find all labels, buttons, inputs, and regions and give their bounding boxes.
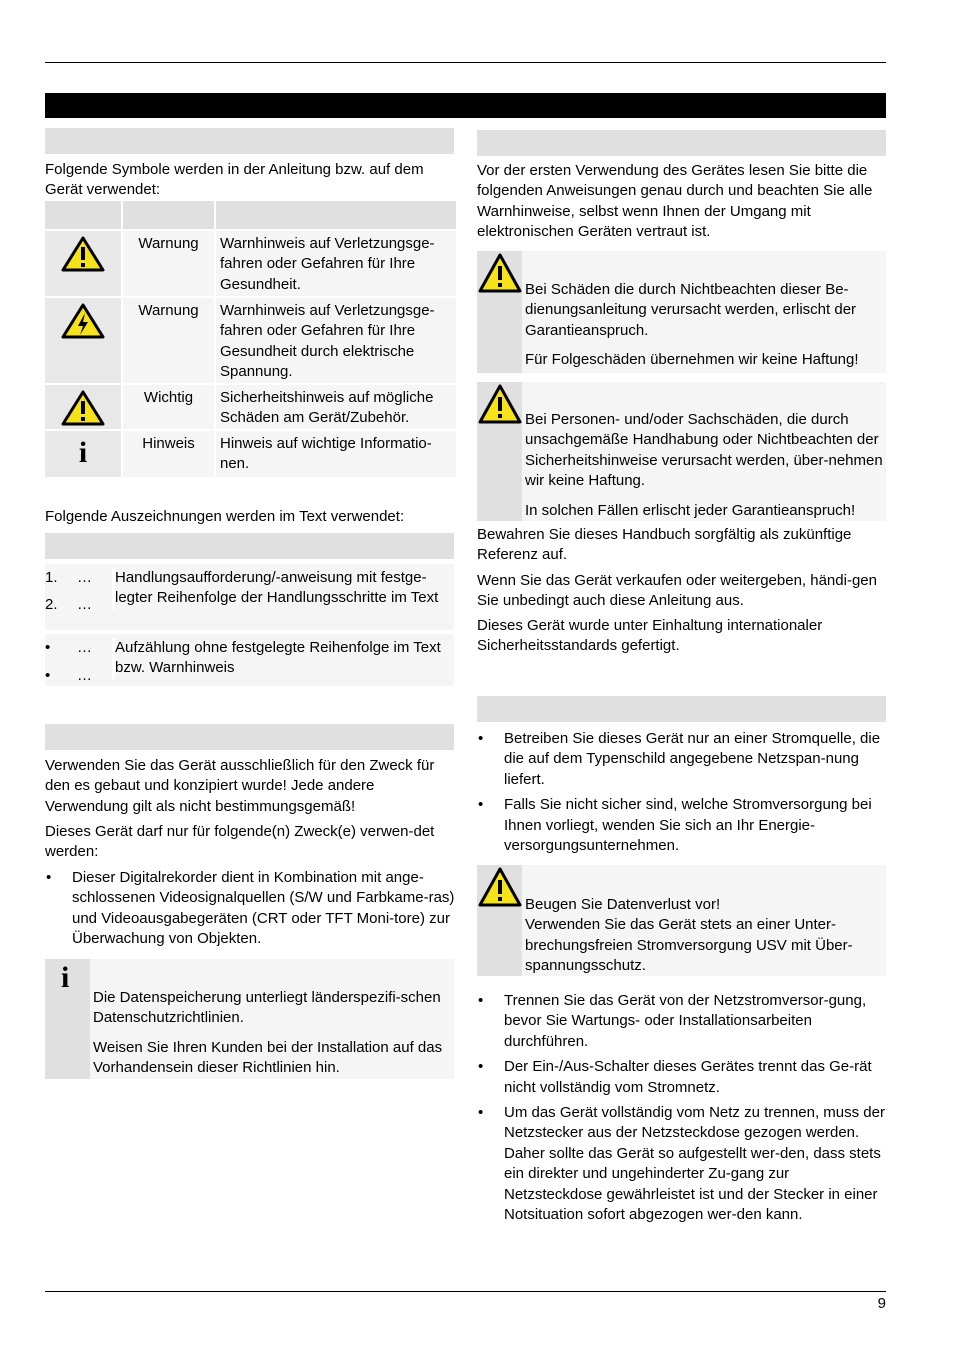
markup-row-bulleted [45, 634, 454, 686]
list-item: • Trennen Sie das Gerät von der Netzstromversor-gung, bevor Sie Wartungs- oder Installationsarbeiten durchführen. [477, 991, 887, 1052]
table-row [45, 431, 456, 477]
warning-text: Verwenden Sie das Gerät stets an einer Unter-brechungsfreien Stromversorgung USV mit Über-spannungsschutz. [525, 916, 853, 975]
info-notice-sidebar [45, 959, 90, 1079]
standards-text: Dieses Gerät wurde unter Einhaltung internationaler Sicherheitsstandards gefertigt. [477, 617, 823, 655]
list-item: • Betreiben Sie dieses Gerät nur an einer Stromquelle, die die auf dem Typenschild angegebene Netzspan-nung liefert. [477, 729, 887, 790]
section-bar-markup [45, 533, 454, 559]
marker: • [45, 667, 51, 684]
list-item: • Dieser Digitalrekorder dient in Kombination mit ange-schlossenen Videosignalquellen (S/W und Farbkame-ras) und Videoausgabegeräten (CRT oder TFT Moni-tore) zur Überwachung von Objekten. [45, 868, 455, 950]
markup-intro: Folgende Auszeichnungen werden im Text verwendet: [45, 508, 405, 525]
section-bar-symbols [45, 128, 454, 154]
warning-text-1: Bei Personen- und/oder Sachschäden, die durch unsachgemäße Handhabung oder Nichtbeachten der Sicherheitshinweise verursacht werden, über-nehmen wir keine Haftung. [525, 411, 883, 490]
hand-over-text: Wenn Sie das Gerät verkaufen oder weitergeben, händi-gen Sie unbedingt auch diese Anleitung aus. [477, 572, 877, 610]
ellipsis: … [77, 639, 92, 656]
warning-box-1 [477, 251, 886, 373]
info-notice-box [45, 959, 454, 1079]
section-bar-intended-use [45, 724, 454, 750]
symbol-desc: Warnhinweis auf Verletzungsge-fahren oder Gefahren für Ihre Gesundheit durch elektrische Spannung. [216, 298, 456, 383]
table-row [45, 298, 456, 383]
symbols-intro: Folgende Symbole werden in der Anleitung bzw. auf dem Gerät verwendet: [45, 161, 424, 199]
ellipsis: … [77, 596, 92, 613]
symbol-term: Hinweis [123, 431, 214, 477]
warning-box-sidebar [477, 382, 522, 521]
power-list-continued [477, 991, 887, 1230]
page-number: 9 [877, 1295, 886, 1312]
symbol-desc: Sicherheitshinweis auf mögliche Schäden am Gerät/Zubehör. [216, 385, 456, 429]
top-rule [45, 62, 886, 63]
warning-exclamation-icon [45, 385, 121, 429]
section-bar-power [477, 696, 886, 722]
warning-exclamation-icon [478, 253, 522, 293]
intended-use-list [45, 868, 455, 955]
symbol-term: Warnung [123, 298, 214, 383]
power-list [477, 729, 887, 861]
markup-row-numbered [45, 564, 454, 630]
keep-manual-text: Bewahren Sie dieses Handbuch sorgfältig als zukünftige Referenz auf. [477, 526, 852, 564]
warning-title: Beugen Sie Datenverlust vor! [525, 896, 721, 913]
info-icon: i [45, 431, 121, 477]
warning-lightning-icon [45, 298, 121, 383]
warning-exclamation-icon [478, 384, 522, 424]
section-bar-safety [477, 130, 886, 156]
list-item: • Falls Sie nicht sicher sind, welche Stromversorgung bei Ihnen vorliegt, wenden Sie sich an Ihr Energie-versorgungsunternehmen. [477, 795, 887, 856]
symbols-table-header [45, 201, 456, 229]
symbol-desc: Warnhinweis auf Verletzungsge-fahren oder Gefahren für Ihre Gesundheit. [216, 231, 456, 296]
chapter-header-bar [45, 93, 886, 118]
warning-exclamation-icon [478, 867, 522, 907]
list-item: • Der Ein-/Aus-Schalter dieses Gerätes trennt das Ge-rät nicht vollständig vom Stromnetz. [477, 1057, 887, 1098]
warning-box-3 [477, 865, 886, 976]
symbol-term: Wichtig [123, 385, 214, 429]
ellipsis: … [77, 667, 92, 684]
marker: 1. [45, 569, 58, 586]
symbol-term: Warnung [123, 231, 214, 296]
intended-use-p1: Verwenden Sie das Gerät ausschließlich für den Zweck für den es gebaut und konzipiert wurde! Jede andere Verwendung gilt als nicht bestimmungsgemäß! [45, 757, 435, 815]
ellipsis: … [77, 569, 92, 586]
info-icon: i [61, 961, 70, 994]
symbols-table [45, 201, 456, 479]
warning-box-2 [477, 382, 886, 521]
bottom-rule [45, 1291, 886, 1292]
markup-desc: Handlungsaufforderung/-anweisung mit festge-legter Reihenfolge der Handlungsschritte im Text [112, 568, 457, 609]
warning-text-2: Für Folgeschäden übernehmen wir keine Haftung! [525, 351, 859, 369]
table-row [45, 231, 456, 296]
list-item: • Um das Gerät vollständig vom Netz zu trennen, muss der Netzstecker aus der Netzsteckdose gezogen werden. Daher sollte das Gerät so aufgestellt wer-den, dass stets ein direkter und ungehinderter Zu-gang zur Netzsteckdose gewährleistet ist und der Stecker in einer Notsituation sofort abgezogen wer-den kann. [477, 1103, 887, 1225]
warning-text-2: In solchen Fällen erlischt jeder Garantieanspruch! [525, 501, 856, 519]
table-row [45, 385, 456, 429]
markup-desc: Aufzählung ohne festgelegte Reihenfolge im Text bzw. Warnhinweis [112, 638, 457, 679]
warning-text-1: Bei Schäden die durch Nichtbeachten dieser Be-dienungsanleitung verursacht werden, erlischt der Garantieanspruch. [525, 281, 857, 339]
warning-exclamation-icon [45, 231, 121, 296]
warning-box-sidebar [477, 251, 522, 373]
marker: • [45, 639, 51, 656]
marker: 2. [45, 596, 58, 613]
info-notice-text-2: Weisen Sie Ihren Kunden bei der Installation auf das Vorhandensein dieser Richtlinien hin. [93, 1038, 443, 1077]
warning-box-sidebar [477, 865, 522, 976]
safety-intro: Vor der ersten Verwendung des Gerätes lesen Sie bitte die folgenden Anweisungen genau durch und beachten Sie alle Warnhinweise, selbst wenn Ihnen der Umgang mit elektronischen Geräten vertraut ist. [477, 162, 873, 241]
symbol-desc: Hinweis auf wichtige Informatio-nen. [216, 431, 456, 477]
intended-use-p2: Dieses Gerät darf nur für folgende(n) Zweck(e) verwen-det werden: [45, 823, 435, 861]
info-notice-text-1: Die Datenspeicherung unterliegt länderspezifi-schen Datenschutzrichtlinien. [93, 989, 441, 1027]
